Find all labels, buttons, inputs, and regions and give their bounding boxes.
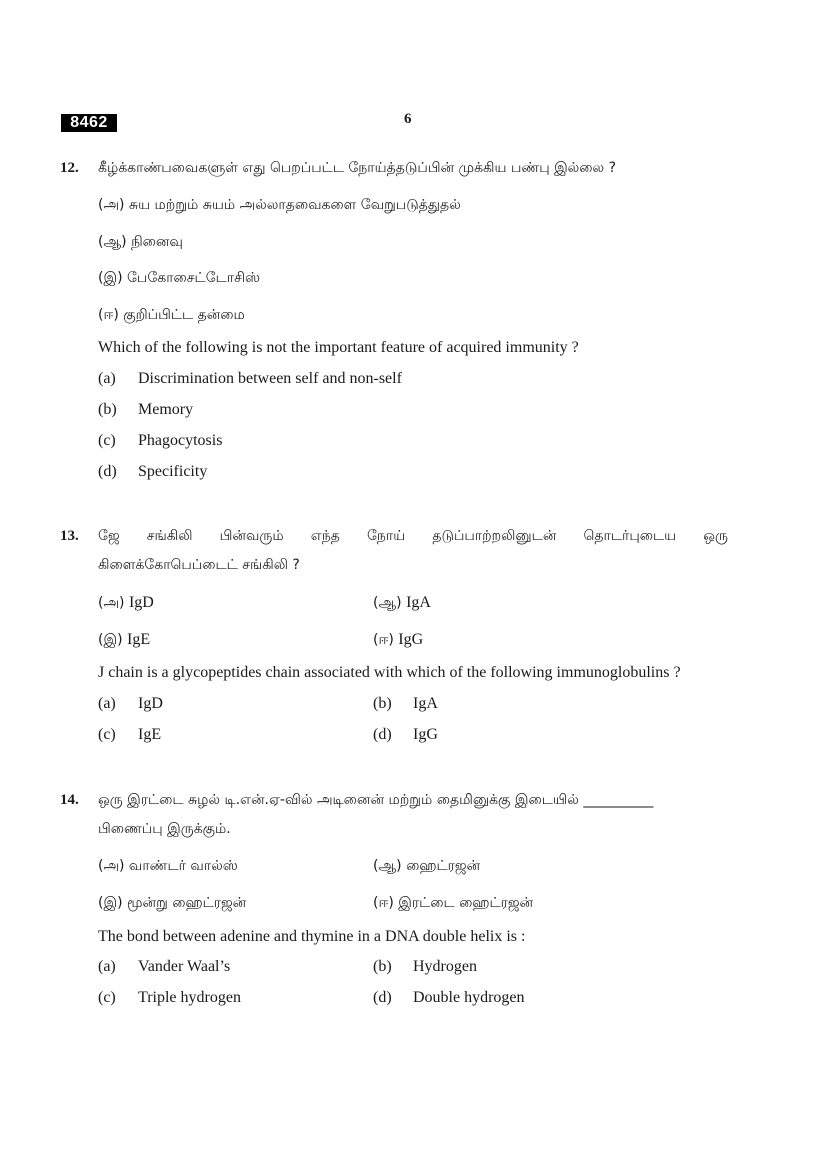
question-14-number: 14. [60,792,79,808]
question-12-tamil-option-c: (இ) பேகோசைட்டோசிஸ் [98,270,261,286]
question-14-option-c-text: Triple hydrogen [138,989,241,1006]
question-13-option-b-text: IgA [413,695,438,712]
question-12-english: Which of the following is not the important feature of acquired immunity ? [98,339,579,356]
question-13-tamil-option-b [373,594,431,613]
question-14-option-a-label: (a) [98,958,116,975]
exam-code-badge: 8462 [61,114,117,132]
question-12-option-b-text: Memory [138,401,194,418]
option-text: IgG [398,631,424,648]
question-14-tamil-option-a: (அ) வாண்டர் வால்ஸ் [98,858,238,874]
question-13-option-b-label: (b) [373,695,392,712]
question-13-option-d-text: IgG [413,726,438,743]
question-12-option-b-label: (b) [98,401,117,418]
option-text: IgA [406,594,431,611]
question-13-tamil-option-d [373,631,423,650]
option-text: IgD [128,594,154,611]
question-14-option-d-label: (d) [373,989,392,1006]
question-14-tamil-line2: பிணைப்பு இருக்கும். [98,821,231,837]
question-12-tamil-option-d: (ஈ) குறிப்பிட்ட தன்மை [98,307,245,323]
question-13-option-a-text: IgD [138,695,163,712]
question-12-tamil-option-b: (ஆ) நினைவு [98,234,183,250]
option-label: (ஆ) [373,595,402,611]
question-13-tamil-line1: ஜே சங்கிலி பின்வரும் எந்த நோய் தடுப்பாற்றலினுடன் தொடர்புடைய ஒரு [98,528,728,544]
option-label: (அ) [98,595,125,611]
question-14-option-b-label: (b) [373,958,392,975]
question-13-option-d-label: (d) [373,726,392,743]
question-13-tamil-option-c [98,631,150,650]
question-12-option-d-text: Specificity [138,463,208,480]
option-label: (ஈ) [373,632,394,648]
question-14-option-c-label: (c) [98,989,116,1006]
option-label: (இ) [98,632,123,648]
question-12-option-c-text: Phagocytosis [138,432,223,449]
question-14-option-d-text: Double hydrogen [413,989,525,1006]
question-14-tamil-option-b: (ஆ) ஹைட்ரஜன் [373,858,481,874]
question-12-tamil-option-a: (அ) சுய மற்றும் சுயம் அல்லாதவைகளை வேறுபடுத்துதல் [98,197,461,213]
question-12-option-d-label: (d) [98,463,117,480]
question-13-tamil-line2: கிளைக்கோபெப்டைட் சங்கிலி ? [98,557,300,573]
question-13-option-c-text: IgE [138,726,162,743]
question-12-option-a-label: (a) [98,370,116,387]
question-13-option-a-label: (a) [98,695,116,712]
page-number: 6 [404,111,412,127]
question-14-tamil-option-d: (ஈ) இரட்டை ஹைட்ரஜன் [373,895,534,911]
option-text: IgE [127,631,151,648]
question-14-tamil-option-c: (இ) மூன்று ஹைட்ரஜன் [98,895,247,911]
question-14-option-a-text: Vander Waal’s [138,958,231,975]
question-13-english: J chain is a glycopeptides chain associated with which of the following immunoglobulins ? [98,664,681,681]
question-13-tamil-option-a [98,594,154,613]
question-14-tamil-line1: ஒரு இரட்டை சுழல் டி.என்.ஏ-வில் அடினைன் மற்றும் தைமினுக்கு இடையில் __________ [98,792,654,808]
question-12-number: 12. [60,160,79,176]
question-14-english: The bond between adenine and thymine in a DNA double helix is : [98,928,526,945]
question-14-option-b-text: Hydrogen [413,958,477,975]
question-12-option-c-label: (c) [98,432,116,449]
question-13-number: 13. [60,528,79,544]
question-13-option-c-label: (c) [98,726,116,743]
question-12-option-a-text: Discrimination between self and non-self [138,370,402,387]
question-12-tamil: கீழ்க்காண்பவைகளுள் எது பெறப்பட்ட நோய்த்தடுப்பின் முக்கிய பண்பு இல்லை ? [98,160,617,176]
